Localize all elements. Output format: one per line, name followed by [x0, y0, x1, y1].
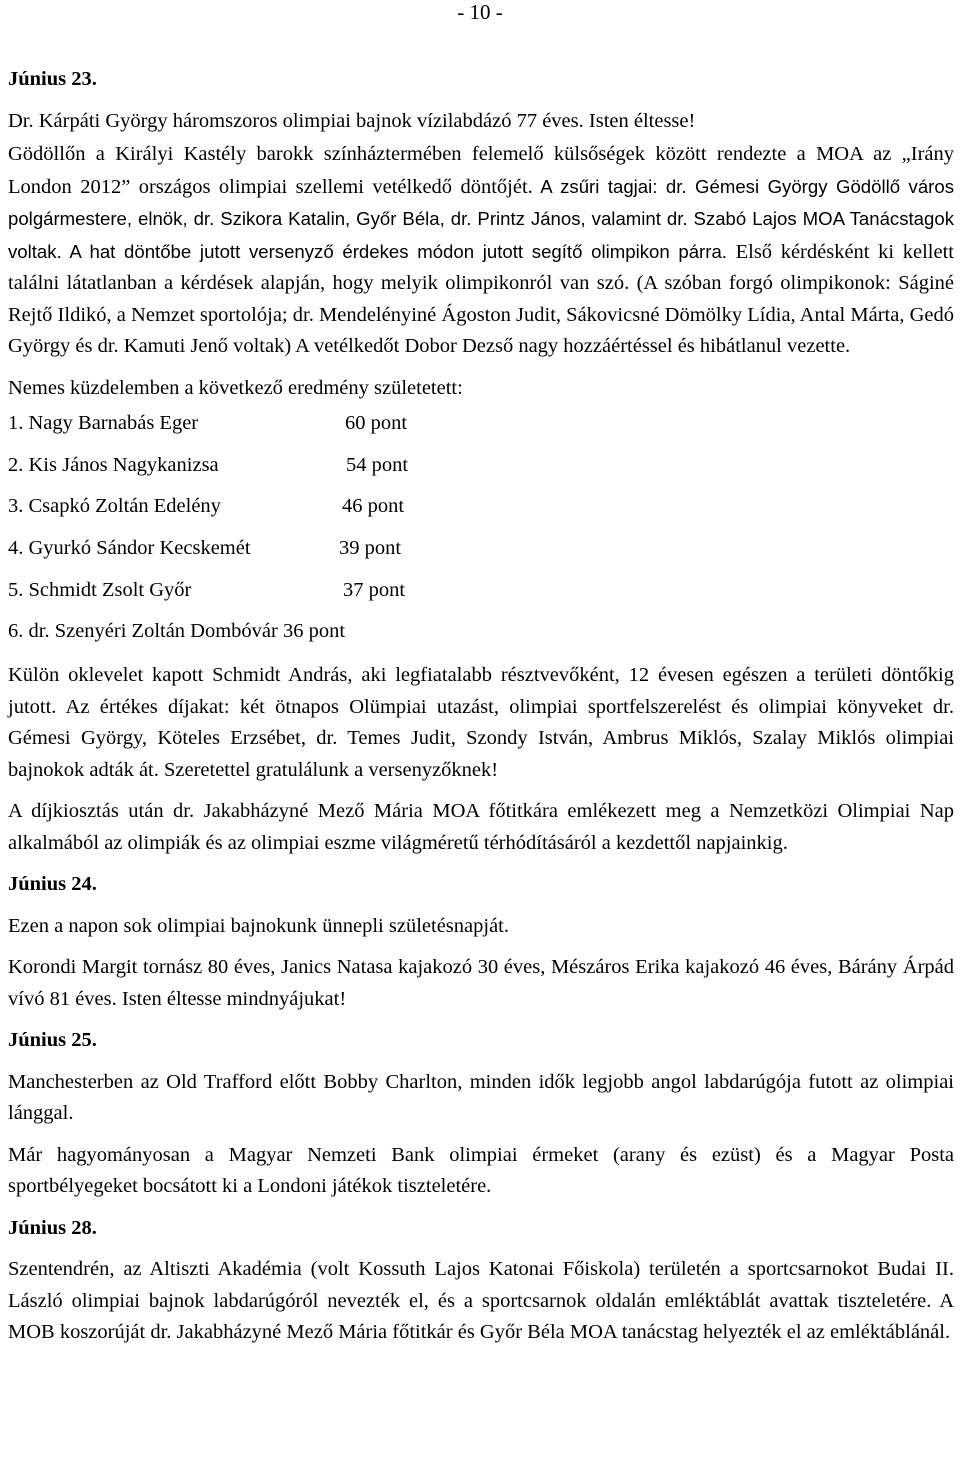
birthday-intro-paragraph: Ezen a napon sok olimpiai bajnokunk ünnepli születésnapját. — [8, 914, 509, 937]
coins-stamps-paragraph: Már hagyományosan a Magyar Nemzeti Bank olimpiai érmeket (arany és ezüst) és a Magyar Posta sportbélyegeket bocsátott ki a Londoni játékok tiszteletére. — [8, 1143, 954, 1198]
result-name: 3. Csapkó Zoltán Edelény — [8, 495, 221, 518]
birthday-list-paragraph: Korondi Margit tornász 80 éves, Janics Natasa kajakozó 30 éves, Mészáros Erika kajakozó 46 éves, Bárány Árpád vívó 81 éves. Isten éltesse mindnyájukat! — [8, 956, 954, 1010]
birthday-paragraph: Dr. Kárpáti György háromszoros olimpiai bajnok vízilabdázó 77 éves. Isten éltesse! — [8, 109, 696, 132]
torch-relay-paragraph: Manchesterben az Old Trafford előtt Bobby Charlton, minden idők legjobb angol labdarúgója futott az olimpiai lánggal. — [8, 1070, 954, 1125]
result-name: 1. Nagy Barnabás Eger — [8, 412, 199, 434]
results-intro: Nemes küzdelemben a következő eredmény születetett: — [8, 376, 463, 399]
results-list — [8, 408, 954, 650]
result-points: 60 pont — [345, 412, 408, 434]
result-row — [8, 408, 954, 450]
memorial-plaque-paragraph: Szentendrén, az Altiszti Akadémia (volt Kossuth Lajos Katonai Főiskola) területén a sportcsarnokot Budai II. László olimpiai bajnok labdarúgóról nevezték el, és a sportcsarnok oldalán emléktáblát avattak tiszteletére. A MOB koszorúját dr. Jakabházyné Mező Mária főtitkár és Győr Béla MOA tanácstag helyezték el az emléktáblánál. — [8, 1258, 954, 1344]
result-name: 6. dr. Szenyéri Zoltán Dombóvár — [8, 620, 278, 643]
result-points: 37 pont — [343, 578, 406, 601]
result-row — [8, 616, 954, 650]
quiz-event-text: Gödöllőn a Királyi Kastély barokk színháztermében felemelő külsőségek között rendezte a MOA az „Irány London 2012” országos olimpiai szellemi vetélkedő döntőjét. — [8, 143, 954, 198]
result-points: 39 pont — [339, 537, 402, 560]
result-name: 2. Kis János Nagykanizsa — [8, 453, 219, 476]
section-heading-june-24: Június 24. — [8, 873, 97, 896]
result-points: 36 pont — [282, 620, 346, 643]
section-heading-june-25: Június 25. — [8, 1029, 97, 1052]
result-name: 4. Gyurkó Sándor Kecskemét — [8, 537, 251, 560]
result-row — [8, 575, 954, 617]
result-row — [8, 491, 954, 533]
result-name: 5. Schmidt Zsolt Győr — [8, 578, 192, 601]
result-row — [8, 450, 954, 492]
section-heading-june-23: Június 23. — [8, 68, 97, 90]
quiz-details-text: Első kérdésként ki kellett találni látatlanban a kérdések alapján, hogy melyik olimpikonról van szó. (A szóban forgó olimpikonok: Ságiné Rejtő Ildikó, a Nemzet sportolója; dr. Mendelényiné Ágoston Judit, Sákovicsné Dömölky Lídia, Antal Márta, Gedó György és dr. Kamuti Jenő voltak) A vetélkedőt Dobor Dezső nagy hozzáértéssel és hibátlanul vezette. — [8, 240, 954, 357]
document-body — [8, 64, 954, 1359]
page-number: - 10 - — [457, 0, 503, 24]
quiz-event-paragraph — [8, 139, 954, 363]
jury-text: A zsűri tagjai: dr. Gémesi György Gödöllő város polgármestere, elnök, dr. Szikora Katalin, Győr Béla, dr. Printz János, valamint dr. Szabó Lajos MOA Tanácstagok voltak. A hat döntőbe jutott versenyző érdekes módon jutott segítő olimpikon párra. — [8, 175, 955, 262]
result-row — [8, 533, 954, 575]
special-award-paragraph: Külön oklevelet kapott Schmidt András, aki legfiatalabb résztvevőként, 12 évesen egészen a területi döntőkig jutott. Az értékes díjakat: két ötnapos Olümpiai utazást, olimpiai sportfelszerelést és olimpiai könyveket dr. Gémesi György, Köteles Erzsébet, dr. Temes Judit, Szondy István, Ambrus Miklós, Szalay Miklós olimpiai bajnokok adták át. Szeretettel gratulálunk a versenyzőknek! — [8, 664, 954, 781]
ceremony-paragraph: A díjkiosztás után dr. Jakabházyné Mező Mária MOA főtitkára emlékezett meg a Nemzetközi Olimpiai Nap alkalmából az olimpiák és az olimpiai eszme világméretű térhódításáról a kezdettől napjainkig. — [8, 800, 954, 854]
section-heading-june-28: Június 28. — [8, 1216, 97, 1239]
result-points: 54 pont — [346, 453, 409, 476]
result-points: 46 pont — [342, 495, 405, 518]
